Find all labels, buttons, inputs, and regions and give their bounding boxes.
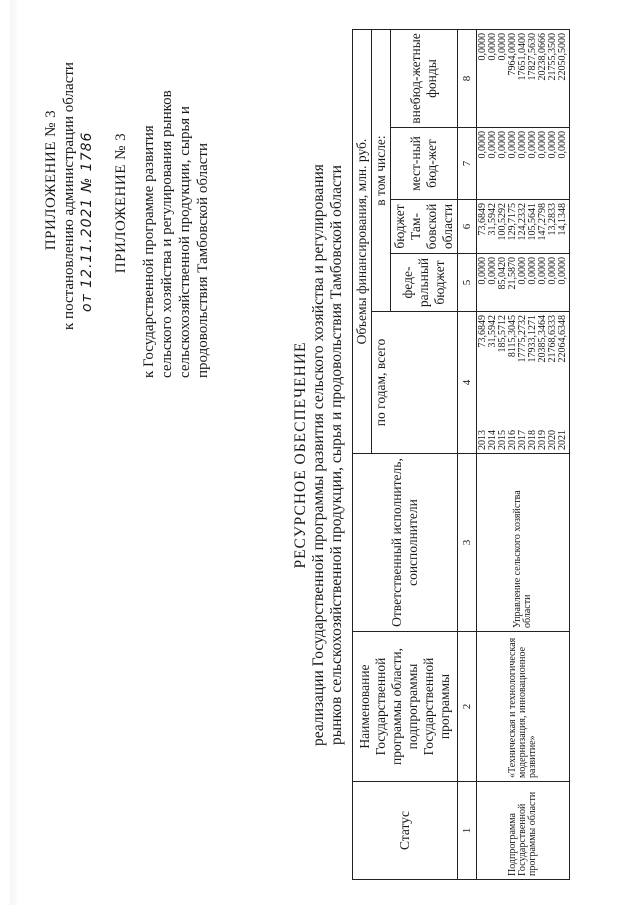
header-funding: Объемы финансирования, млн. руб. bbox=[353, 30, 372, 454]
appendix-program-line: продовольствия Тамбовской области bbox=[195, 143, 211, 378]
header-by-years: по годам, всего bbox=[372, 312, 458, 454]
cell-value: 2014 bbox=[487, 430, 498, 450]
cell-value: 0,0000 bbox=[477, 33, 488, 61]
federal-values bbox=[477, 254, 570, 312]
cell-value: 2020 bbox=[547, 430, 558, 450]
cell-value: 17775,2732 bbox=[517, 315, 528, 363]
cell-value: 0,0000 bbox=[557, 257, 568, 285]
cell-value: 129,7175 bbox=[507, 203, 518, 241]
cell-value: 17651,0400 bbox=[517, 33, 528, 81]
cell-value: 0,0000 bbox=[497, 131, 508, 159]
row-program-name: «Техническая и технологическая модернизация, инновационное развитие» bbox=[477, 632, 570, 782]
cell-value: 0,0000 bbox=[487, 33, 498, 61]
row-status: Подпрограмма Государственной программы области bbox=[477, 782, 570, 880]
cell-value: 124,2332 bbox=[517, 203, 528, 241]
cell-value: 22064,6348 bbox=[557, 315, 568, 363]
cell-value: 0,0000 bbox=[477, 131, 488, 159]
cell-value: 2017 bbox=[517, 430, 528, 450]
appendix-header bbox=[42, 30, 96, 330]
cell-value: 0,0000 bbox=[527, 131, 538, 159]
cell-value: 20385,3464 bbox=[537, 315, 548, 363]
cell-value: 17827,5630 bbox=[527, 33, 538, 81]
cell-value: 21,5870 bbox=[507, 257, 518, 290]
cell-value: 2013 bbox=[477, 430, 488, 450]
cell-value: 147,2798 bbox=[537, 203, 548, 241]
cell-value: 0,0000 bbox=[537, 257, 548, 285]
cell-value: 0,0000 bbox=[477, 257, 488, 285]
cell-value: 105,5641 bbox=[527, 203, 538, 241]
cell-value: 0,0000 bbox=[497, 33, 508, 61]
row-years-total bbox=[477, 312, 570, 454]
cell-value: 185,5712 bbox=[497, 315, 508, 353]
appendix-number: ПРИЛОЖЕНИЕ № 3 bbox=[43, 109, 59, 251]
column-number: 6 bbox=[458, 200, 477, 254]
cell-value: 0,0000 bbox=[547, 257, 558, 285]
header-including: в том числе: bbox=[372, 30, 391, 312]
cell-value: 85,0420 bbox=[497, 257, 508, 290]
resource-table bbox=[352, 29, 570, 880]
header-extrabudget: внебюд-жетные фонды bbox=[391, 30, 458, 128]
cell-value: 2019 bbox=[537, 430, 548, 450]
row-executor: Управление сельского хозяйства области bbox=[477, 454, 570, 632]
total-values bbox=[478, 315, 568, 363]
appendix-program-line: сельскохозяйственной продукции, сырья и bbox=[177, 106, 193, 378]
cell-value: 100,5292 bbox=[497, 203, 508, 241]
cell-value: 0,0000 bbox=[507, 131, 518, 159]
appendix-decree-ref: к постановлению администрации области bbox=[61, 62, 77, 330]
column-number: 1 bbox=[458, 782, 477, 880]
cell-value: 31,5942 bbox=[487, 203, 498, 236]
extrabudget-values bbox=[477, 30, 570, 128]
cell-value: 0,0000 bbox=[487, 257, 498, 285]
cell-value: 21755,3500 bbox=[547, 33, 558, 81]
title-subtitle-line: реализации Государственной программы развития сельского хозяйства и регулирования bbox=[310, 164, 327, 746]
cell-value: 0,0000 bbox=[517, 131, 528, 159]
table-row bbox=[477, 30, 570, 880]
cell-value: 2016 bbox=[507, 430, 518, 450]
cell-value: 0,0000 bbox=[517, 257, 528, 285]
cell-value: 73,6849 bbox=[477, 315, 488, 348]
cell-value: 8115,3045 bbox=[507, 315, 518, 358]
cell-value: 14,1348 bbox=[557, 203, 568, 236]
cell-value: 2021 bbox=[557, 430, 568, 450]
document-title bbox=[292, 20, 346, 890]
cell-value: 0,0000 bbox=[487, 131, 498, 159]
cell-value: 21768,6333 bbox=[547, 315, 558, 363]
appendix-program-ref bbox=[112, 28, 212, 378]
rotated-page bbox=[34, 20, 594, 890]
cell-value: 20238,0666 bbox=[537, 33, 548, 81]
column-number: 8 bbox=[458, 30, 477, 128]
appendix-program-line: сельского хозяйства и регулирования рынков bbox=[159, 90, 175, 378]
cell-value: 13,2833 bbox=[547, 203, 558, 236]
title-main: РЕСУРСНОЕ ОБЕСПЕЧЕНИЕ bbox=[292, 341, 309, 569]
scan-edge-shadow bbox=[10, 0, 20, 905]
column-number: 5 bbox=[458, 254, 477, 312]
header-regional: бюджет Там-бовской области bbox=[391, 200, 458, 254]
cell-value: 31,5942 bbox=[487, 315, 498, 348]
cell-value: 17933,1271 bbox=[527, 315, 538, 363]
local-values bbox=[477, 128, 570, 200]
appendix-program-line: к Государственной программе развития bbox=[141, 125, 157, 378]
cell-value: 73,6849 bbox=[477, 203, 488, 236]
cell-value: 2018 bbox=[527, 430, 538, 450]
cell-value: 2015 bbox=[497, 430, 508, 450]
title-subtitle-line: рынков сельскохозяйственной продукции, сырья и продовольствия Тамбовской области bbox=[328, 165, 345, 745]
handwritten-date-number: от 12.11.2021 № 1786 bbox=[79, 131, 95, 312]
regional-values bbox=[477, 200, 570, 254]
cell-value: 0,0000 bbox=[547, 131, 558, 159]
header-program-name: Наименование Государственной программы области, подпрограммы Государственной программы bbox=[353, 632, 458, 782]
column-number: 3 bbox=[458, 454, 477, 632]
header-status: Статус bbox=[353, 782, 458, 880]
appendix-program-heading: ПРИЛОЖЕНИЕ № 3 bbox=[113, 132, 129, 274]
cell-value: 7964,0000 bbox=[507, 33, 518, 76]
column-number: 7 bbox=[458, 128, 477, 200]
years-list bbox=[478, 430, 568, 450]
cell-value: 22050,5000 bbox=[557, 33, 568, 81]
header-local: мест-ный бюд-жет bbox=[391, 128, 458, 200]
cell-value: 0,0000 bbox=[557, 131, 568, 159]
column-number: 2 bbox=[458, 632, 477, 782]
cell-value: 0,0000 bbox=[537, 131, 548, 159]
header-executor: Ответственный исполнитель, соисполнители bbox=[353, 454, 458, 632]
header-federal: феде-ральный бюджет bbox=[391, 254, 458, 312]
column-number: 4 bbox=[458, 312, 477, 454]
cell-value: 0,0000 bbox=[527, 257, 538, 285]
